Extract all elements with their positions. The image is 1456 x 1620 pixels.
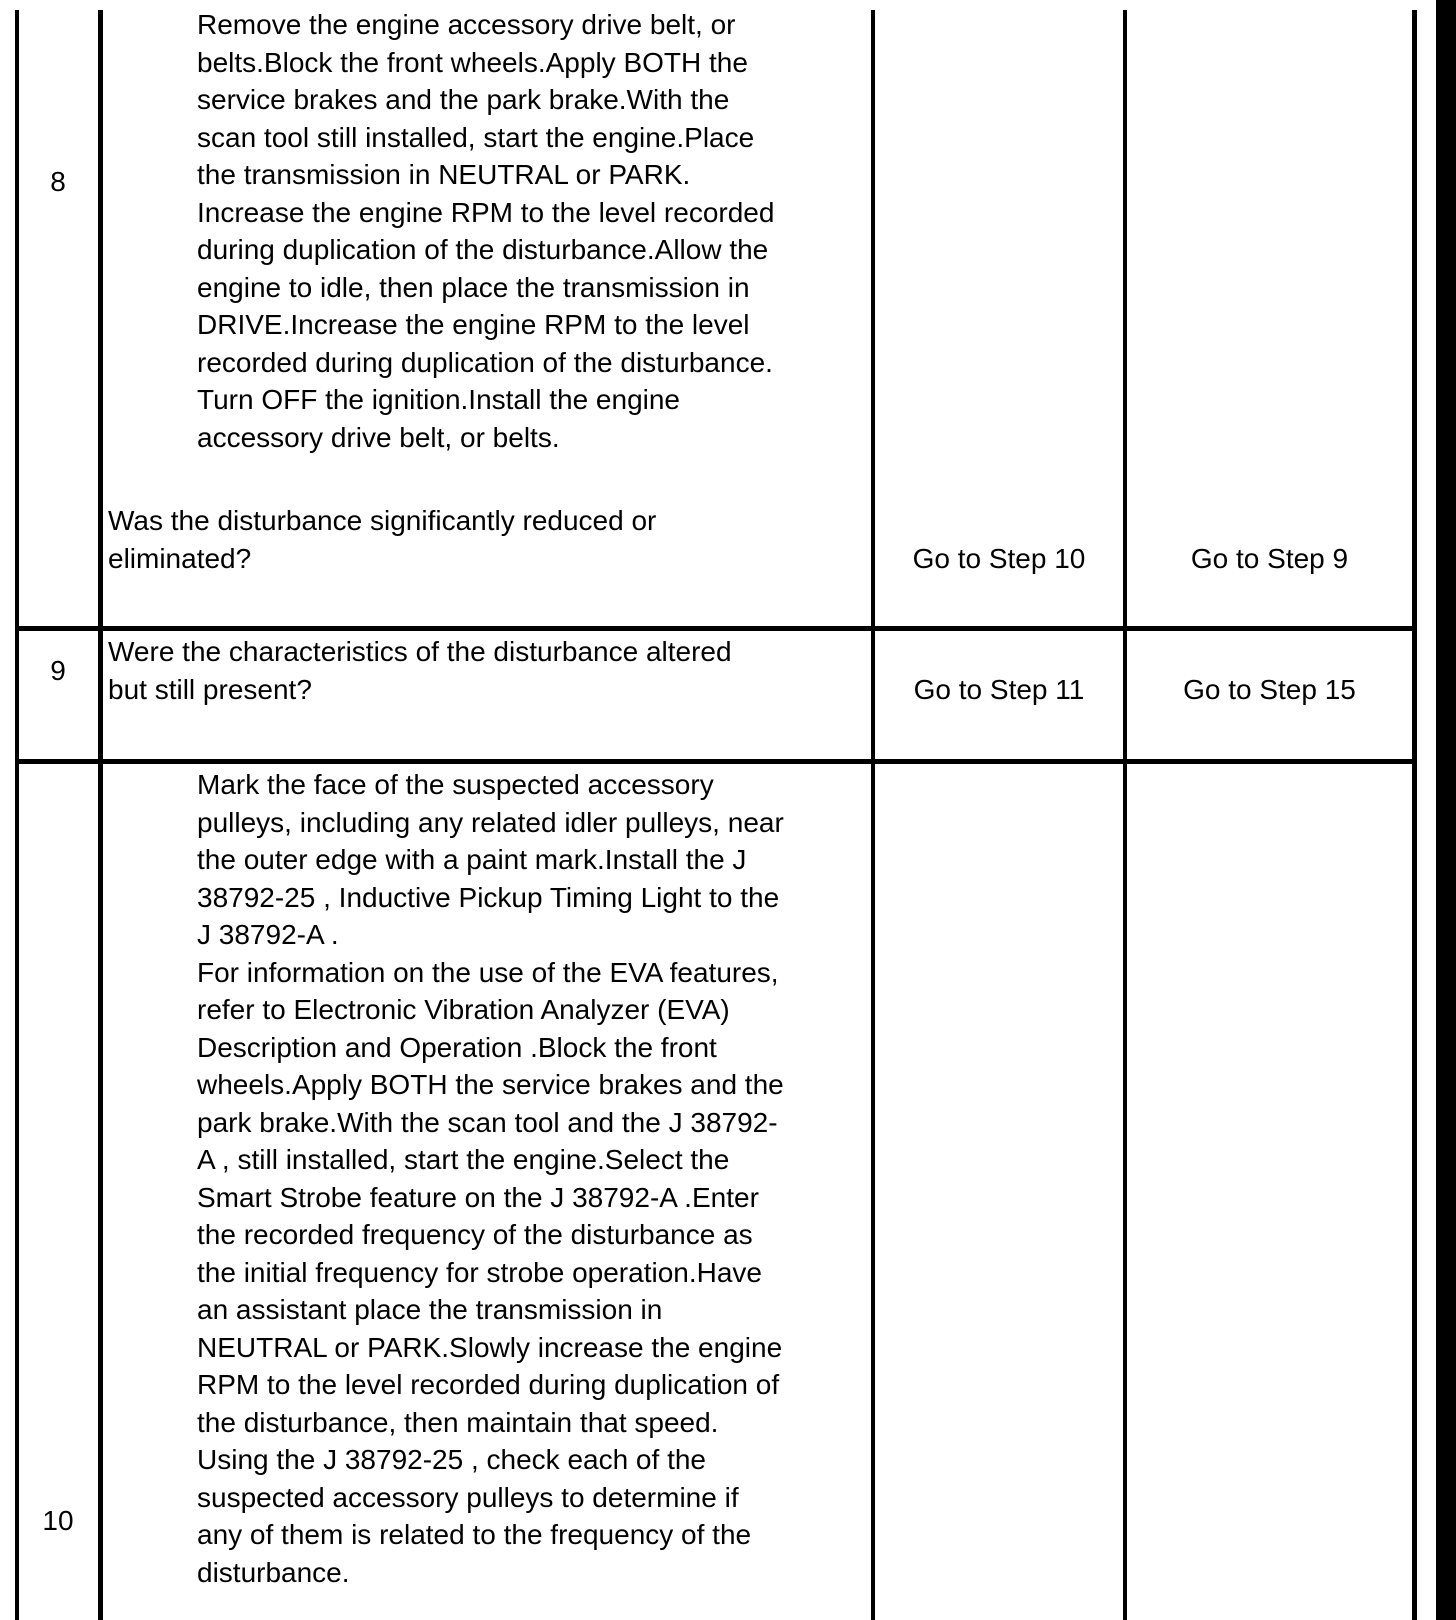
page-edge-bar [1436, 0, 1456, 1620]
result-yes: Go to Step 10 [912, 543, 1086, 574]
row-divider-8-9 [15, 626, 1417, 631]
step-action-text: Mark the face of the suspected accessory pulleys, including any related idler pulleys, near the outer edge with a paint mark.Install the J 38792-25 , Inductive Pickup Timing Light to the J 38792-A . For information on the use of the EVA features, refer to Electronic Vibration Analyzer (EVA) Description and Operation .Block the front wheels.Apply BOTH the service brakes and the park brake.With the scan tool and the J 38792- A , still installed, start the engine.Select the Smart Strobe feature on the J 38792-A .Enter the recorded frequency of the disturbance as the initial frequency for strobe operation.Have an assistant place the transmission in NEUTRAL or PARK.Slowly increase the engine RPM to the level recorded during duplication of the disturbance, then maintain that speed. Using the J 38792-25 , check each of the suspected accessory pulleys to determine if any of them is related to the frequency of the disturbance. [197, 769, 784, 1588]
result-no: Go to Step 15 [1183, 674, 1356, 705]
step-question: Was the disturbance significantly reduced or eliminated? [108, 505, 657, 574]
step-number: 10 [42, 1505, 74, 1536]
step-number: 8 [50, 166, 66, 197]
step-question: Were the characteristics of the disturbance altered but still present? [108, 636, 732, 705]
column-divider-action [871, 10, 875, 1620]
step-number: 9 [50, 655, 66, 686]
table-border-right [1412, 10, 1417, 1620]
column-divider-step [98, 10, 103, 1620]
result-no: Go to Step 9 [1190, 543, 1349, 574]
result-yes: Go to Step 11 [913, 674, 1085, 705]
column-divider-yes [1123, 10, 1127, 1620]
step-action-text: Remove the engine accessory drive belt, or belts.Block the front wheels.Apply BOTH the service brakes and the park brake.With the scan tool still installed, start the engine.Place the transmission in NEUTRAL or PARK. Increase the engine RPM to the level recorded during duplication of the disturbance.Allow the engine to idle, then place the transmission in DRIVE.Increase the engine RPM to the level recorded during duplication of the disturbance. Turn OFF the ignition.Install the engine accessory drive belt, or belts. [197, 9, 775, 453]
row-divider-9-10 [15, 759, 1417, 764]
table-border-left [15, 10, 19, 1620]
